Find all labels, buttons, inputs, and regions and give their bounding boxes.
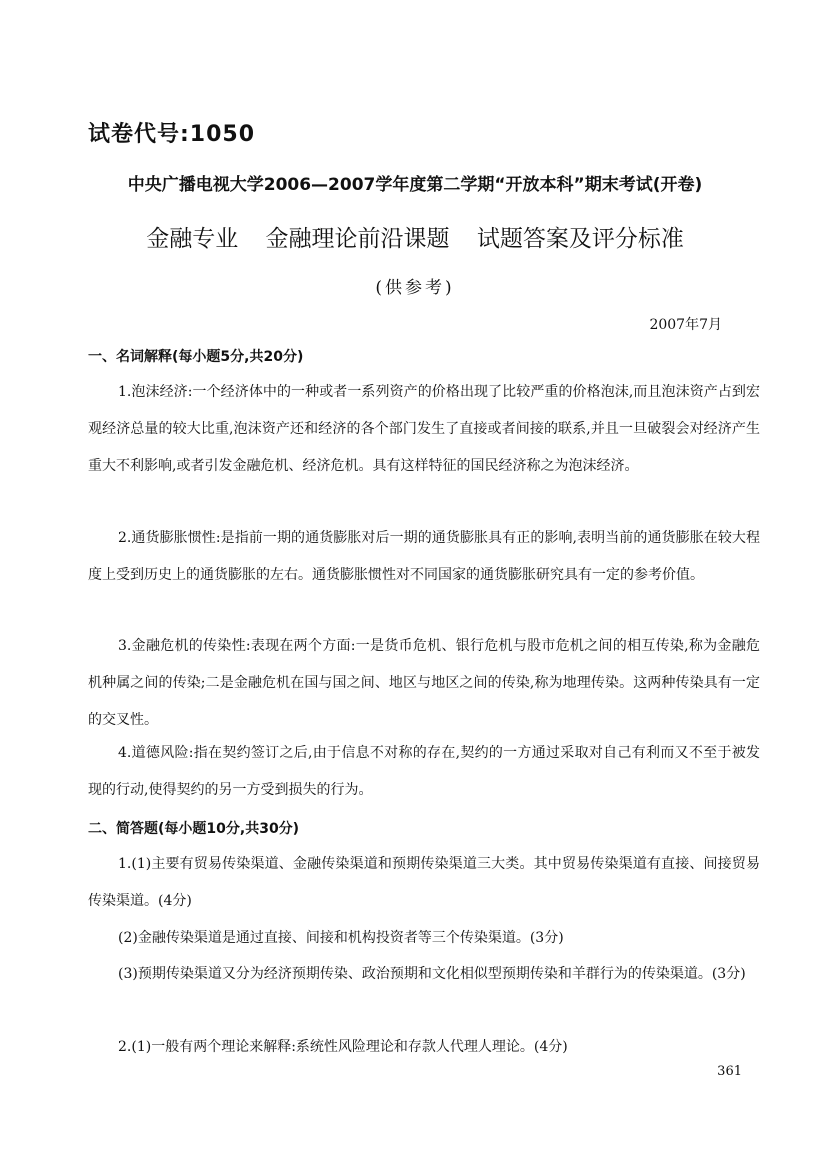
page-number: 361 [717, 1064, 742, 1079]
section-heading-short-answer: 二、简答题(每小题10分,共30分) [88, 821, 300, 837]
course-label: 金融理论前沿课题 [265, 226, 450, 252]
definition-item: 2.通货膨胀惯性:是指前一期的通货膨胀对后一期的通货膨胀具有正的影响,表明当前的通货膨胀在较大程度上受到历史上的通货膨胀的左右。通货膨胀惯性对不同国家的通货膨胀研究具有一定的参考价值。 [88, 530, 760, 583]
definition-item: 1.泡沫经济:一个经济体中的一种或者一系列资产的价格出现了比较严重的价格泡沫,而且泡沫资产占到宏观经济总量的较大比重,泡沫资产还和经济的各个部门发生了直接或者间接的联系,并且一旦破裂会对经济产生重大不利影响,或者引发金融危机、经济危机。具有这样特征的国民经济称之为泡沫经济。 [88, 384, 760, 474]
doc-type-label: 试题答案及评分标准 [476, 226, 684, 252]
answer-item: (2)金融传染渠道是通过直接、间接和机构投资者等三个传染渠道。(3分) [118, 930, 564, 946]
major-label: 金融专业 [146, 226, 239, 252]
definition-item: 3.金融危机的传染性:表现在两个方面:一是货币危机、银行危机与股市危机之间的相互传染,称为金融危机种属之间的传染;二是金融危机在国与国之间、地区与地区之间的传染,称为地理传染。这两种传染具有一定的交叉性。 [88, 638, 760, 728]
answer-item: 2.(1)一般有两个理论来解释:系统性风险理论和存款人代理人理论。(4分) [118, 1039, 568, 1055]
section-heading-definitions: 一、名词解释(每小题5分,共20分) [88, 349, 304, 365]
answer-item: (3)预期传染渠道又分为经济预期传染、政治预期和文化相似型预期传染和羊群行为的传染渠道。(3分) [118, 966, 746, 982]
reference-note: (供参考) [375, 278, 455, 298]
document-title [0, 220, 830, 253]
exam-code: 试卷代号:1050 [88, 122, 256, 147]
university-title: 中央广播电视大学2006—2007学年度第二学期“开放本科”期末考试(开卷) [127, 175, 703, 195]
exam-date: 2007年7月 [649, 317, 722, 333]
answer-item: 1.(1)主要有贸易传染渠道、金融传染渠道和预期传染渠道三大类。其中贸易传染渠道有直接、间接贸易传染渠道。(4分) [88, 856, 760, 909]
definition-item: 4.道德风险:指在契约签订之后,由于信息不对称的存在,契约的一方通过采取对自己有利而又不至于被发现的行动,使得契约的另一方受到损失的行为。 [88, 745, 760, 798]
